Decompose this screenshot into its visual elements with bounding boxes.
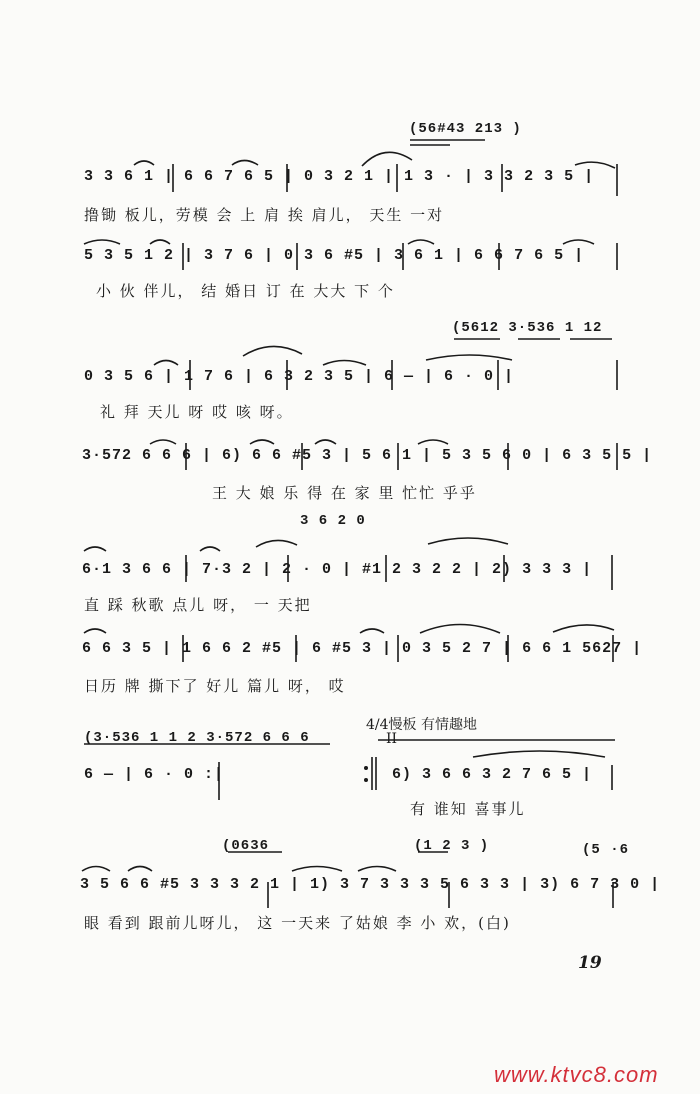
system-7-notes-right: 6) 3 6 6 3 2 7 6 5 |	[392, 766, 593, 783]
system-4-lyrics: 王 大 娘 乐 得 在 家 里 忙忙 乎乎	[212, 484, 477, 502]
system-1-intro: (56#43 213 )	[409, 121, 522, 137]
system-8-notes: 3 5 6 6 #5 3 3 3 2 1 | 1) 3 7 3 3 3 5 6 3 3 | 3) 6 7 3 0 |	[80, 876, 661, 893]
system-7-lyrics: 有 谁知 喜事儿	[410, 800, 526, 818]
system-8-intro-right: (5 ·6	[582, 842, 630, 858]
system-1-notes: 3 3 6 1 | 6 6 7 6 5 | 0 3 2 1 | 1 3 · | 3 3 2 3 5 |	[84, 168, 595, 185]
system-7-intro: (3·536 1 1 2 3·572 6 6 6	[84, 730, 310, 746]
system-3-intro: (5612 3·536 1 12	[452, 320, 603, 336]
watermark: www.ktvc8.com	[494, 1062, 659, 1087]
system-3-lyrics: 礼 拜 天儿 呀 哎 咳 呀。	[100, 403, 294, 421]
system-3-notes: 0 3 5 6 | 1 7 6 | 6 3 2 3 5 | 6 — | 6 · 0 |	[84, 368, 515, 385]
volta-mark: II	[386, 731, 398, 747]
system-6-lyrics: 日历 牌 撕下了 好儿 篇儿 呀， 哎	[84, 677, 346, 695]
system-8-lyrics: 眼 看到 跟前儿呀儿， 这 一天来 了姑娘 李 小 欢，(白)	[84, 914, 511, 932]
system-7-notes: 6 — | 6 · 0 :|	[84, 766, 225, 783]
system-1-lyrics: 撸锄 板儿，劳模 会 上 肩 挨 肩儿， 天生 一对	[84, 206, 445, 224]
system-2-notes: 5 3 5 1 2 | 3 7 6 | 0 3 6 #5 | 3 6 1 | 6 6 7 6 5 |	[84, 247, 585, 264]
tempo-marking: 4/4慢板 有情趣地	[366, 717, 477, 733]
system-4-notes: 3·572 6 6 6 | 6) 6 6 #5 3 | 5 6 1 | 5 3 5 6 0 | 6 3 5 5 |	[82, 447, 653, 464]
system-8-intro-left: (0636	[222, 838, 270, 854]
system-6-notes: 6 6 3 5 | 1 6 6 2 #5 | 6 #5 3 | 0 3 5 2 7 | 6 6 1 5627 |	[82, 640, 643, 657]
system-5-intro: 3 6 2 0	[300, 513, 366, 529]
system-8-intro-mid: (1 2 3 )	[414, 838, 490, 854]
system-5-notes: 6·1 3 6 6 | 7·3 2 | 2 · 0 | #1 2 3 2 2 | 2) 3 3 3 |	[82, 561, 593, 578]
system-5-lyrics: 直 踩 秋歌 点儿 呀， 一 天把	[84, 596, 312, 614]
system-2-lyrics: 小 伙 伴儿， 结 婚日 订 在 大大 下 个	[96, 282, 395, 300]
page-number: 19	[578, 953, 602, 973]
